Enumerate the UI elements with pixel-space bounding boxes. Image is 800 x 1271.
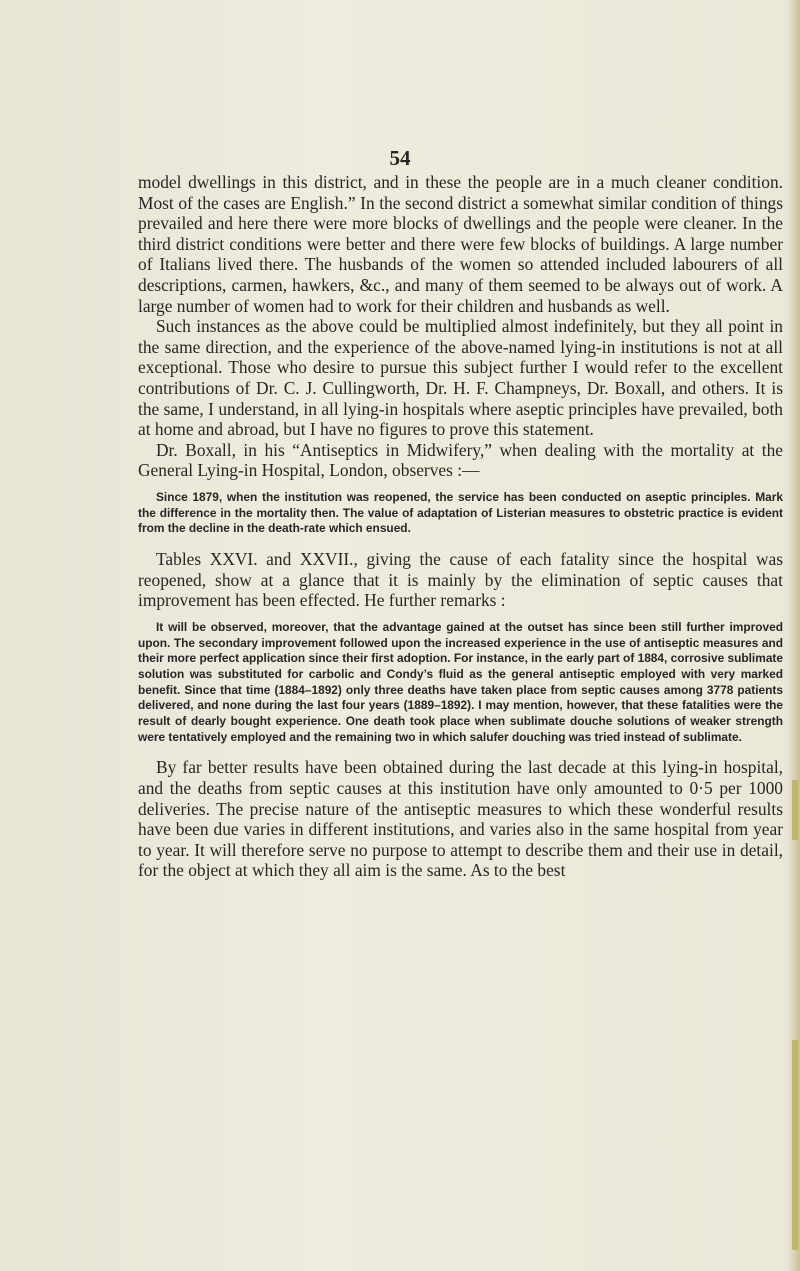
quote-since-1879: Since 1879, when the institution was reopened, the service has been conducted on aseptic principles. Mark the difference in the mortality then. The value of adaptation of Listerian measures to obstetric practice is evident from the decline in the death-rate which ensued. bbox=[138, 489, 783, 536]
paragraph-instances: Such instances as the above could be multiplied almost indefinitely, but they all point in the same direction, and the experience of the above-named lying-in institutions is not at all exceptional. Those who desire to pursue this subject further I would refer to the excellent contributions of Dr. C. J. Cullingworth, Dr. H. F. Champneys, Dr. Boxall, and others. It is the same, I understand, in all lying-in hospitals where aseptic principles have prevailed, both at home and abroad, but I have no figures to prove this statement. bbox=[138, 316, 783, 440]
paragraph-dwellings: model dwellings in this district, and in these the people are in a much cleaner condition. Most of the cases are English.” In the second district a somewhat similar condition of things prevailed and here there were more blocks of dwellings and the people were cleaner. In the third district conditions were better and there were few blocks of buildings. A large number of Italians lived there. The husbands of the women so attended included labourers of all descriptions, carmen, hawkers, &c., and many of them seemed to be always out of work. A large number of women had to work for their children and husbands as well. bbox=[138, 172, 783, 316]
paragraph-boxall: Dr. Boxall, in his “Antiseptics in Midwifery,” when dealing with the mortality at the General Lying-in Hospital, London, observes :— bbox=[138, 439, 783, 481]
paragraph-tables: Tables XXVI. and XXVII., giving the cause of each fatality since the hospital was reopened, show at a glance that it is mainly by the elimination of septic causes that improvement has been effected. He further remarks : bbox=[138, 549, 783, 611]
page-number: 54 bbox=[389, 146, 411, 170]
page-edge bbox=[786, 0, 800, 1271]
quote-observed: It will be observed, moreover, that the advantage gained at the outset has since been still further improved upon. The secondary improvement followed upon the increased experience in the use of antiseptic measures and their more perfect application since their first adoption. For instance, in the early part of 1884, corrosive sublimate solution was substituted for carbolic and Condy’s fluid as the general antiseptic employed with very marked benefit. Since that time (1884–1892) only three deaths have taken place from septic causes among 3778 patients delivered, and none during the last four years (1889–1892). I may mention, however, that these fatalities were the result of dearly bought experience. One death took place when sublimate douche solutions of weaker strength were tentatively employed and the remaining two in which salufer douching was tried instead of sublimate. bbox=[138, 619, 783, 744]
page-edge-stain bbox=[792, 1040, 798, 1250]
page-edge-stain bbox=[792, 780, 798, 840]
paragraph-results: By far better results have been obtained during the last decade at this lying-in hospital, and the deaths from septic causes at this institution have only amounted to 0·5 per 1000 deliveries. The precise nature of the antiseptic measures to which these wonderful results have been due varies in different institutions, and varies also in the same hospital from year to year. It will therefore serve no purpose to attempt to describe them and their use in detail, for the object at which they all aim is the same. As to the best bbox=[138, 757, 783, 881]
page-body bbox=[138, 172, 783, 881]
